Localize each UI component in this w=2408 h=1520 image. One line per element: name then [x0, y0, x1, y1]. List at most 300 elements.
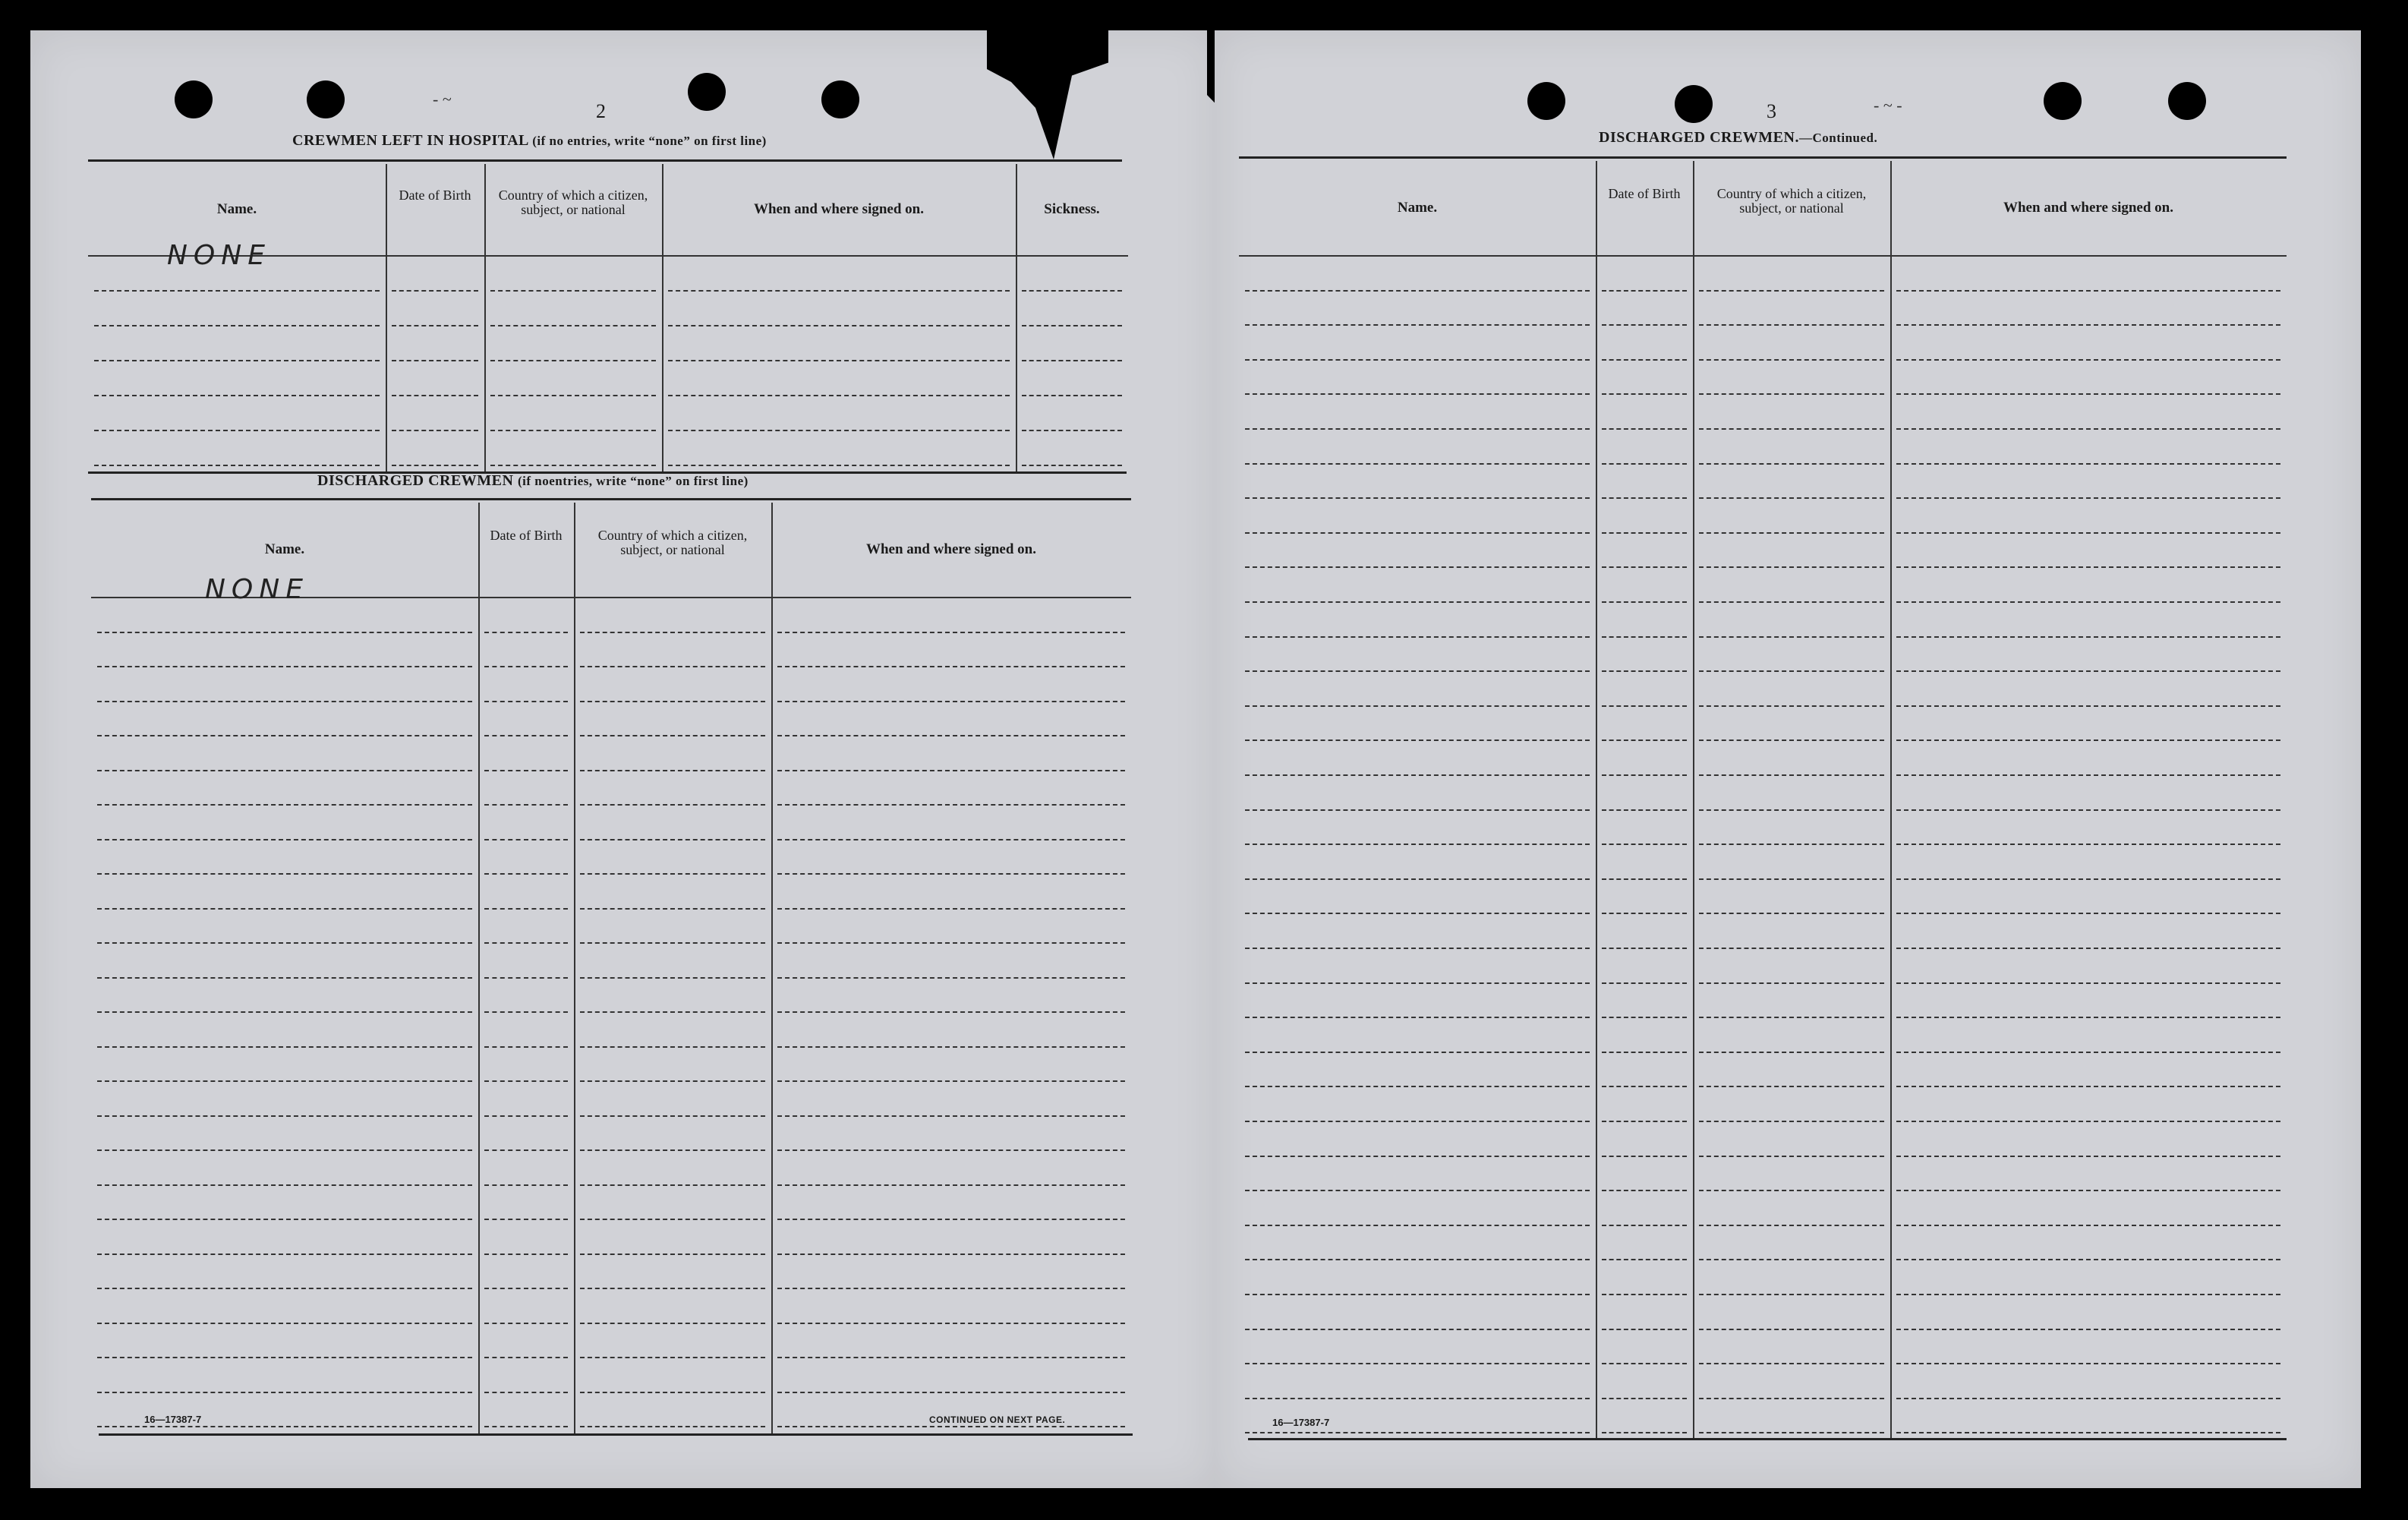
entry-line — [1896, 428, 2280, 430]
page-number: 3 — [1767, 100, 1776, 122]
entry-line — [1602, 566, 1687, 568]
entry-line — [777, 908, 1125, 910]
entry-line — [580, 1011, 765, 1013]
section-rule — [88, 159, 1122, 162]
entry-line — [1896, 290, 2280, 292]
entry-line — [1699, 705, 1884, 707]
entry-line — [97, 1149, 472, 1151]
entry-line — [490, 325, 656, 326]
entry-line — [1245, 1363, 1590, 1364]
entry-line — [97, 1115, 472, 1117]
entry-line — [1699, 463, 1884, 465]
entry-line — [1896, 463, 2280, 465]
entry-line — [1896, 705, 2280, 707]
entry-line — [1896, 1225, 2280, 1226]
column-header: Country of which a citizen, subject, or national — [597, 527, 748, 557]
entry-line — [1602, 809, 1687, 811]
entry-line — [484, 632, 568, 633]
entry-line — [1896, 1156, 2280, 1157]
entry-line — [484, 1184, 568, 1186]
entry-line — [94, 430, 380, 431]
entry-line — [777, 804, 1125, 806]
discharged-continued-text: DISCHARGED CREWMEN. — [1599, 129, 1799, 146]
column-header: Sickness. — [1044, 201, 1100, 217]
entry-line — [1245, 948, 1590, 949]
entry-line — [1245, 1086, 1590, 1087]
entry-line — [1896, 1259, 2280, 1260]
entry-line — [484, 1323, 568, 1324]
entry-line — [97, 1184, 472, 1186]
entry-line — [777, 1392, 1125, 1393]
column-header: When and where signed on. — [753, 201, 924, 217]
form-number: 16—17387-7 — [144, 1414, 202, 1425]
entry-line — [1699, 1156, 1884, 1157]
entry-line — [1699, 359, 1884, 361]
entry-line — [97, 1357, 472, 1358]
entry-line — [392, 430, 478, 431]
column-header: When and where signed on. — [2003, 200, 2173, 216]
entry-line — [490, 395, 656, 396]
entry-line — [484, 804, 568, 806]
entry-line — [97, 1080, 472, 1082]
entry-line — [484, 1149, 568, 1151]
punch-hole — [688, 73, 726, 111]
entry-line — [1896, 1398, 2280, 1399]
entry-line — [1245, 740, 1590, 741]
punch-hole — [2168, 82, 2206, 120]
entry-line — [392, 325, 478, 326]
entry-line — [1896, 1017, 2280, 1018]
entry-line — [580, 1080, 765, 1082]
entry-line — [1245, 1432, 1590, 1433]
entry-line — [97, 701, 472, 702]
entry-line — [1245, 878, 1590, 880]
entry-line — [777, 1149, 1125, 1151]
entry-line — [1699, 982, 1884, 984]
discharged-continued-title — [1599, 129, 1877, 147]
column-header: Country of which a citizen, subject, or national — [498, 187, 648, 217]
entry-line — [777, 1080, 1125, 1082]
entry-line — [1245, 532, 1590, 534]
entry-line — [484, 1288, 568, 1289]
entry-line — [777, 1011, 1125, 1013]
entry-line — [1245, 913, 1590, 914]
entry-line — [1699, 774, 1884, 776]
entry-line — [580, 804, 765, 806]
entry-line — [1602, 774, 1687, 776]
entry-line — [777, 701, 1125, 702]
column-divider — [1890, 161, 1892, 1438]
column-divider — [574, 503, 575, 1433]
entry-line — [1896, 497, 2280, 499]
entry-line — [484, 839, 568, 840]
entry-line — [484, 908, 568, 910]
entry-line — [97, 1219, 472, 1220]
entry-line — [1245, 566, 1590, 568]
column-header: When and where signed on. — [865, 541, 1036, 557]
entry-line — [1699, 1432, 1884, 1433]
entry-line — [1896, 532, 2280, 534]
entry-line — [1245, 1398, 1590, 1399]
entry-line — [484, 1426, 568, 1427]
entry-line — [1699, 948, 1884, 949]
entry-line — [1896, 948, 2280, 949]
entry-line — [97, 1288, 472, 1289]
entry-line — [1896, 324, 2280, 326]
column-header: Name. — [216, 201, 257, 217]
entry-line — [97, 632, 472, 633]
entry-line — [1896, 1121, 2280, 1122]
entry-line — [777, 735, 1125, 736]
entry-line — [1896, 774, 2280, 776]
hospital-section-title — [292, 132, 767, 150]
entry-line — [1699, 497, 1884, 499]
entry-line — [490, 290, 656, 292]
entry-line — [484, 942, 568, 944]
entry-line — [1699, 1363, 1884, 1364]
entry-line — [580, 1115, 765, 1117]
entry-line — [1245, 393, 1590, 395]
entry-line — [1896, 809, 2280, 811]
entry-line — [97, 1011, 472, 1013]
entry-line — [580, 1426, 765, 1427]
entry-line — [1245, 290, 1590, 292]
entry-line — [1699, 1259, 1884, 1260]
bottom-rule — [99, 1433, 1133, 1436]
entry-line — [1896, 1190, 2280, 1191]
entry-line — [392, 360, 478, 361]
entry-line — [97, 1392, 472, 1393]
entry-line — [1245, 774, 1590, 776]
entry-line — [484, 977, 568, 979]
entry-line — [580, 942, 765, 944]
entry-line — [1699, 740, 1884, 741]
entry-line — [777, 1426, 1125, 1427]
discharged-continued-table — [1239, 161, 2287, 1438]
entry-line — [1699, 1190, 1884, 1191]
entry-line — [97, 735, 472, 736]
entry-line — [1699, 809, 1884, 811]
entry-line — [580, 701, 765, 702]
entry-line — [668, 430, 1010, 431]
punch-hole — [175, 80, 213, 118]
entry-line — [1699, 290, 1884, 292]
entry-line — [1602, 1259, 1687, 1260]
entry-line — [1245, 1017, 1590, 1018]
entry-line — [1699, 1086, 1884, 1087]
punch-hole — [821, 80, 859, 118]
entry-line — [1602, 1329, 1687, 1330]
punch-hole — [2044, 82, 2082, 120]
entry-line — [484, 1080, 568, 1082]
entry-line — [484, 1392, 568, 1393]
entry-line — [1896, 913, 2280, 914]
entry-line — [1896, 1329, 2280, 1330]
entry-line — [1602, 497, 1687, 499]
entry-line — [1602, 290, 1687, 292]
entry-line — [777, 839, 1125, 840]
entry-line — [1699, 670, 1884, 672]
entry-line — [580, 873, 765, 875]
entry-line — [1602, 1086, 1687, 1087]
entry-line — [777, 666, 1125, 667]
hospital-title-text: CREWMEN LEFT IN HOSPITAL — [292, 132, 528, 149]
hospital-entry: NONE — [167, 240, 271, 271]
entry-line — [1602, 1190, 1687, 1191]
column-divider — [1016, 164, 1017, 471]
entry-line — [1602, 844, 1687, 845]
entry-line — [97, 1046, 472, 1048]
entry-line — [94, 395, 380, 396]
entry-line — [94, 465, 380, 466]
entry-line — [392, 465, 478, 466]
entry-line — [1699, 1052, 1884, 1053]
entry-line — [580, 1219, 765, 1220]
entry-line — [97, 804, 472, 806]
continued-note: CONTINUED ON NEXT PAGE. — [929, 1414, 1066, 1425]
entry-line — [1245, 844, 1590, 845]
form-number: 16—17387-7 — [1272, 1417, 1330, 1428]
entry-line — [484, 1046, 568, 1048]
entry-line — [490, 360, 656, 361]
entry-line — [1602, 982, 1687, 984]
entry-line — [1602, 1156, 1687, 1157]
entry-line — [1602, 670, 1687, 672]
entry-line — [580, 1323, 765, 1324]
entry-line — [484, 735, 568, 736]
entry-line — [484, 770, 568, 771]
entry-line — [1245, 463, 1590, 465]
entry-line — [484, 1254, 568, 1255]
entry-line — [1699, 1225, 1884, 1226]
entry-line — [97, 942, 472, 944]
discharged-section-title — [317, 472, 749, 490]
entry-line — [1896, 740, 2280, 741]
entry-line — [1699, 636, 1884, 638]
entry-line — [777, 977, 1125, 979]
entry-line — [580, 977, 765, 979]
right-page — [1215, 30, 2361, 1488]
discharged-entry: NONE — [205, 574, 309, 605]
entry-line — [1245, 601, 1590, 603]
entry-line — [1602, 601, 1687, 603]
discharged-table — [91, 503, 1131, 1433]
entry-line — [1896, 636, 2280, 638]
section-rule — [1239, 156, 2287, 159]
column-header: Name. — [1397, 200, 1438, 216]
entry-line — [580, 1357, 765, 1358]
entry-line — [1245, 1225, 1590, 1226]
column-header: Country of which a citizen, subject, or national — [1716, 185, 1867, 216]
entry-line — [1896, 670, 2280, 672]
entry-line — [94, 325, 380, 326]
entry-line — [1022, 290, 1122, 292]
column-divider — [386, 164, 387, 471]
entry-line — [1022, 465, 1122, 466]
entry-line — [1245, 1121, 1590, 1122]
entry-line — [484, 1011, 568, 1013]
entry-line — [580, 1149, 765, 1151]
stray-mark: - ~ — [433, 90, 452, 109]
entry-line — [777, 1219, 1125, 1220]
entry-line — [1245, 1156, 1590, 1157]
entry-line — [580, 1184, 765, 1186]
entry-line — [484, 1115, 568, 1117]
entry-line — [777, 1288, 1125, 1289]
entry-line — [1896, 844, 2280, 845]
entry-line — [1602, 1398, 1687, 1399]
entry-line — [777, 770, 1125, 771]
entry-line — [668, 325, 1010, 326]
entry-line — [1602, 1432, 1687, 1433]
entry-line — [97, 1254, 472, 1255]
entry-line — [484, 701, 568, 702]
entry-line — [94, 290, 380, 292]
punch-hole — [1675, 85, 1713, 123]
entry-line — [1245, 1259, 1590, 1260]
entry-line — [580, 770, 765, 771]
entry-line — [1602, 1121, 1687, 1122]
entry-line — [97, 1323, 472, 1324]
entry-line — [1602, 359, 1687, 361]
column-header: Name. — [264, 541, 305, 557]
entry-line — [668, 465, 1010, 466]
entry-line — [1896, 393, 2280, 395]
entry-line — [1245, 359, 1590, 361]
entry-line — [484, 1219, 568, 1220]
punch-hole — [307, 80, 345, 118]
entry-line — [1699, 878, 1884, 880]
entry-line — [97, 1426, 472, 1427]
entry-line — [1245, 1294, 1590, 1295]
entry-line — [1245, 982, 1590, 984]
column-header: Date of Birth — [1608, 185, 1681, 201]
entry-line — [1602, 1052, 1687, 1053]
left-page — [30, 30, 1215, 1488]
entry-line — [1699, 1294, 1884, 1295]
entry-line — [580, 632, 765, 633]
column-divider — [478, 503, 480, 1433]
entry-line — [580, 1392, 765, 1393]
entry-line — [777, 1323, 1125, 1324]
entry-line — [1022, 360, 1122, 361]
column-header: Date of Birth — [490, 527, 563, 543]
entry-line — [580, 666, 765, 667]
entry-line — [1022, 395, 1122, 396]
entry-line — [1699, 1017, 1884, 1018]
entry-line — [777, 942, 1125, 944]
entry-line — [1245, 1052, 1590, 1053]
entry-line — [1699, 844, 1884, 845]
entry-line — [1245, 809, 1590, 811]
entry-line — [668, 290, 1010, 292]
column-header: Date of Birth — [399, 187, 471, 203]
entry-line — [1896, 1086, 2280, 1087]
entry-line — [668, 395, 1010, 396]
punch-hole — [1527, 82, 1565, 120]
entry-line — [1602, 913, 1687, 914]
page-number: 2 — [596, 100, 606, 122]
entry-line — [97, 908, 472, 910]
entry-line — [490, 430, 656, 431]
column-divider — [662, 164, 663, 471]
hospital-table — [88, 164, 1128, 471]
entry-line — [392, 290, 478, 292]
entry-line — [1602, 705, 1687, 707]
column-divider — [1596, 161, 1597, 1438]
entry-line — [777, 1357, 1125, 1358]
entry-line — [1896, 1432, 2280, 1433]
entry-line — [1602, 1363, 1687, 1364]
entry-line — [1602, 393, 1687, 395]
entry-line — [1022, 325, 1122, 326]
entry-line — [1896, 982, 2280, 984]
entry-line — [1602, 740, 1687, 741]
entry-line — [1896, 878, 2280, 880]
entry-line — [580, 1254, 765, 1255]
bottom-rule — [1248, 1438, 2287, 1440]
entry-line — [777, 1254, 1125, 1255]
entry-line — [580, 839, 765, 840]
entry-line — [97, 873, 472, 875]
entry-line — [1896, 1363, 2280, 1364]
entry-line — [1245, 428, 1590, 430]
entry-line — [392, 395, 478, 396]
entry-line — [1245, 636, 1590, 638]
entry-line — [777, 1046, 1125, 1048]
entry-line — [1699, 1398, 1884, 1399]
entry-line — [1699, 566, 1884, 568]
stray-mark: - ~ - — [1874, 96, 1902, 115]
entry-line — [1699, 913, 1884, 914]
entry-line — [1602, 428, 1687, 430]
column-divider — [484, 164, 486, 471]
entry-line — [1245, 324, 1590, 326]
entry-line — [1245, 670, 1590, 672]
entry-line — [97, 977, 472, 979]
entry-line — [1602, 1225, 1687, 1226]
entry-line — [777, 632, 1125, 633]
entry-line — [580, 735, 765, 736]
header-underline — [1239, 255, 2287, 257]
entry-line — [1022, 430, 1122, 431]
entry-line — [1602, 532, 1687, 534]
column-divider — [1693, 161, 1694, 1438]
entry-line — [1896, 566, 2280, 568]
entry-line — [484, 1357, 568, 1358]
entry-line — [1245, 1329, 1590, 1330]
entry-line — [490, 465, 656, 466]
entry-line — [1245, 705, 1590, 707]
hospital-instruction: (if no entries, write “none” on first line) — [532, 134, 767, 148]
entry-line — [1699, 532, 1884, 534]
entry-line — [1602, 636, 1687, 638]
entry-line — [97, 770, 472, 771]
entry-line — [1602, 878, 1687, 880]
discharged-title-text: DISCHARGED CREWMEN — [317, 472, 514, 489]
entry-line — [1896, 1294, 2280, 1295]
column-divider — [771, 503, 773, 1433]
entry-line — [1602, 1017, 1687, 1018]
entry-line — [777, 1115, 1125, 1117]
entry-line — [94, 360, 380, 361]
entry-line — [1699, 428, 1884, 430]
entry-line — [1699, 393, 1884, 395]
entry-line — [1699, 1329, 1884, 1330]
entry-line — [1602, 463, 1687, 465]
entry-line — [580, 1288, 765, 1289]
entry-line — [1896, 359, 2280, 361]
